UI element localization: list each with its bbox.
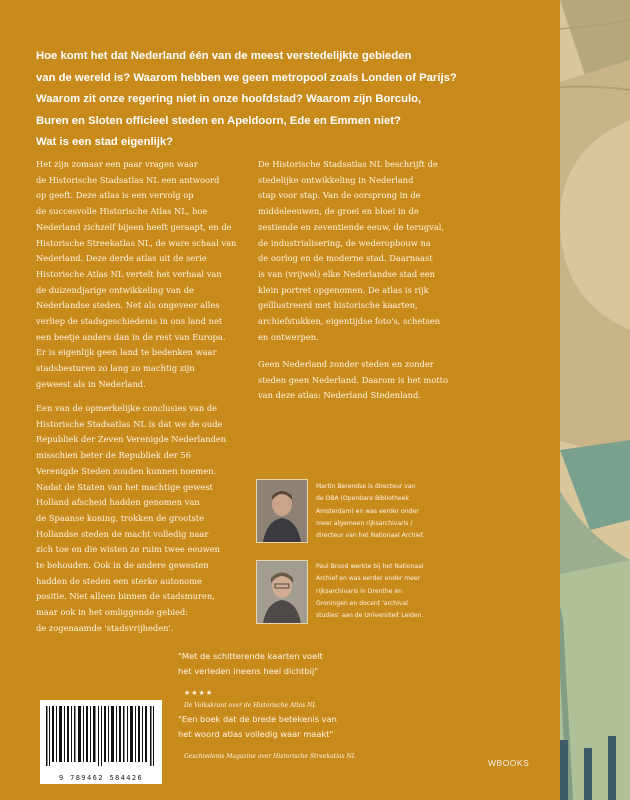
intro-line: Wat is een stad eigenlijk? <box>36 136 174 148</box>
review-rating-stars: ★★★★ <box>184 689 214 697</box>
intro-line: Buren en Sloten officieel steden en Apeldoorn, Ede en Emmen niet? <box>36 114 401 127</box>
author-photo-martin-berendse <box>256 479 308 543</box>
author-bio-paul-brood <box>316 561 476 622</box>
body-line: Er is eigenlijk geen land te bedenken waar <box>36 347 217 358</box>
bio-line: Amsterdam) en was eerder onder <box>316 507 419 515</box>
body-line: de zogenaamde 'stadsvrijheden'. <box>36 622 174 633</box>
barcode-bars <box>46 706 156 766</box>
body-line: misschien beter de Republiek der 56 <box>36 450 191 461</box>
body-line: De Historische Stadsatlas NL beschrijft de <box>258 159 438 169</box>
body-line: Nadat de Staten van het machtige gewest <box>36 481 213 492</box>
review-quote-1 <box>178 649 498 679</box>
isbn-barcode <box>40 700 162 784</box>
bio-line: Paul Brood werkte bij het Nationaal <box>316 563 424 570</box>
bio-line: de OBA (Openbare Bibliotheek <box>316 495 410 503</box>
body-line: archiefstukken, eigentijdse foto's, schetsen <box>258 316 441 327</box>
body-column-left-paragraph-1 <box>36 157 254 393</box>
quote-line: "Een boek dat de brede betekenis van <box>178 714 337 724</box>
publisher-url-wbooks: WBOOKS <box>488 758 530 768</box>
body-line: de industrialisering, de wederopbouw na <box>258 237 431 248</box>
body-line: geïllustreerd met historische kaarten, <box>258 300 418 311</box>
body-line: van deze atlas: Nederland Stedenland. <box>258 390 421 401</box>
body-line: Historische Streekatlas NL, de ware schaal van <box>36 237 237 248</box>
intro-line: Hoe komt het dat Nederland één van de meest verstedelijkte gebieden <box>36 50 412 62</box>
body-column-right-paragraph-2 <box>258 357 458 404</box>
body-line: Verenigde Steden zouden kunnen noemen. <box>36 465 217 476</box>
body-line: zich toe en die wisten ze ruim twee eeuwen <box>36 544 220 555</box>
body-line: te behouden. Ook in de andere gewesten <box>36 560 209 571</box>
body-line: steden geen Nederland. Daarom is het motto <box>258 374 449 385</box>
body-line: klein portret opgenomen. De atlas is rijk <box>258 284 429 295</box>
body-line: de Historische Stadsatlas NL een antwoord <box>36 174 220 185</box>
bio-line: Martin Berendse is directeur van <box>316 483 416 490</box>
body-line: Het zijn zomaar een paar vragen waar <box>36 159 198 169</box>
body-line: stedelijke ontwikkeling in Nederland <box>258 174 414 185</box>
body-line: de succesvolle Historische Atlas NL, hoe <box>36 206 208 217</box>
review-source-2: Geschiedenis Magazine over Historische Streekatlas NL <box>184 753 356 760</box>
body-line: Nederlandse steden. Net als ongeveer alles <box>36 300 220 311</box>
body-column-left-paragraph-2 <box>36 401 254 637</box>
body-line: stadsbesturen zo lang zo machtig zijn <box>36 363 195 374</box>
body-line: de oorlog en de moderne stad. Daarnaast <box>258 253 433 264</box>
bio-line: meer algemeen rijksarchivaris / <box>316 519 413 527</box>
body-line: verliep de stadsgeschiedenis in ons land net <box>36 316 223 327</box>
body-line: op geeft. Deze atlas is een vervolg op <box>36 190 194 201</box>
author-photo-paul-brood <box>256 560 308 624</box>
body-line: zestiende en zeventiende eeuw, de terugval, <box>258 221 445 232</box>
bio-line: studies' aan de Universiteit Leiden. <box>316 612 424 620</box>
review-quote-2 <box>178 712 498 742</box>
body-line: stap voor stap. Van de oorsprong in de <box>258 190 421 201</box>
body-line: middeleeuwen, de groei en bloei in de <box>258 206 419 217</box>
isbn-number: 9 789462 584426 <box>58 774 144 782</box>
body-line: de Spaanse koning, trokken de grootste <box>36 512 205 523</box>
bio-line: directeur van het Nationaal Archief. <box>316 532 425 540</box>
body-line: een beetje anders dan in de rest van Europa. <box>36 331 226 342</box>
body-line: Holland afscheid hadden genomen van <box>36 497 200 508</box>
intro-line: Waarom zit onze regering niet in onze hoofdstad? Waarom zijn Borculo, <box>36 93 422 105</box>
body-line: hadden de steden een sterke autonome <box>36 575 202 586</box>
quote-line: het verleden ineens heel dichtbij" <box>178 666 319 676</box>
body-line: Hollandse steden de macht volledig naar <box>36 528 209 539</box>
body-line: maar ook in het omliggende gebied: <box>36 607 188 618</box>
body-line: Nederland. Deze derde atlas uit de serie <box>36 253 207 264</box>
body-line: Geen Nederland zonder steden en zonder <box>258 359 434 369</box>
body-line: is van (vrijwel) elke Nederlandse stad een <box>258 268 436 279</box>
intro-line: van de wereld is? Waarom hebben we geen metropool zoals Londen of Parijs? <box>36 71 457 84</box>
body-column-right-paragraph-1 <box>258 157 458 345</box>
bio-line: Archief en was eerder onder meer <box>316 575 421 583</box>
body-line: Historische Stadsatlas NL is dat we de oude <box>36 418 223 429</box>
body-line: geweest als in Nederland. <box>36 378 146 389</box>
quote-line: het woord atlas volledig waar maakt" <box>178 729 334 739</box>
body-line: Historische Atlas NL vertelt het verhaal van <box>36 268 222 279</box>
body-line: de duizendjarige ontwikkeling van de <box>36 284 194 295</box>
body-line: Republiek der Zeven Verenigde Nederlanden <box>36 434 227 445</box>
body-line: positie. Niet alleen binnen de stadsmuren, <box>36 591 215 602</box>
body-line: Een van de opmerkelijke conclusies van de <box>36 403 218 413</box>
review-source-1: De Volkskrant over de Historische Atlas NL <box>184 702 317 709</box>
body-line: Nederland zichzelf bijeen heeft geraapt, en de <box>36 221 232 232</box>
author-bio-martin-berendse <box>316 481 476 542</box>
body-line: en ontwerpen. <box>258 331 319 342</box>
quote-line: "Met de schitterende kaarten voelt <box>178 651 323 661</box>
bio-line: Groningen en docent 'archival <box>316 599 408 607</box>
bio-line: rijksarchivaris in Drenthe en <box>316 587 402 595</box>
intro-questions <box>36 46 457 154</box>
